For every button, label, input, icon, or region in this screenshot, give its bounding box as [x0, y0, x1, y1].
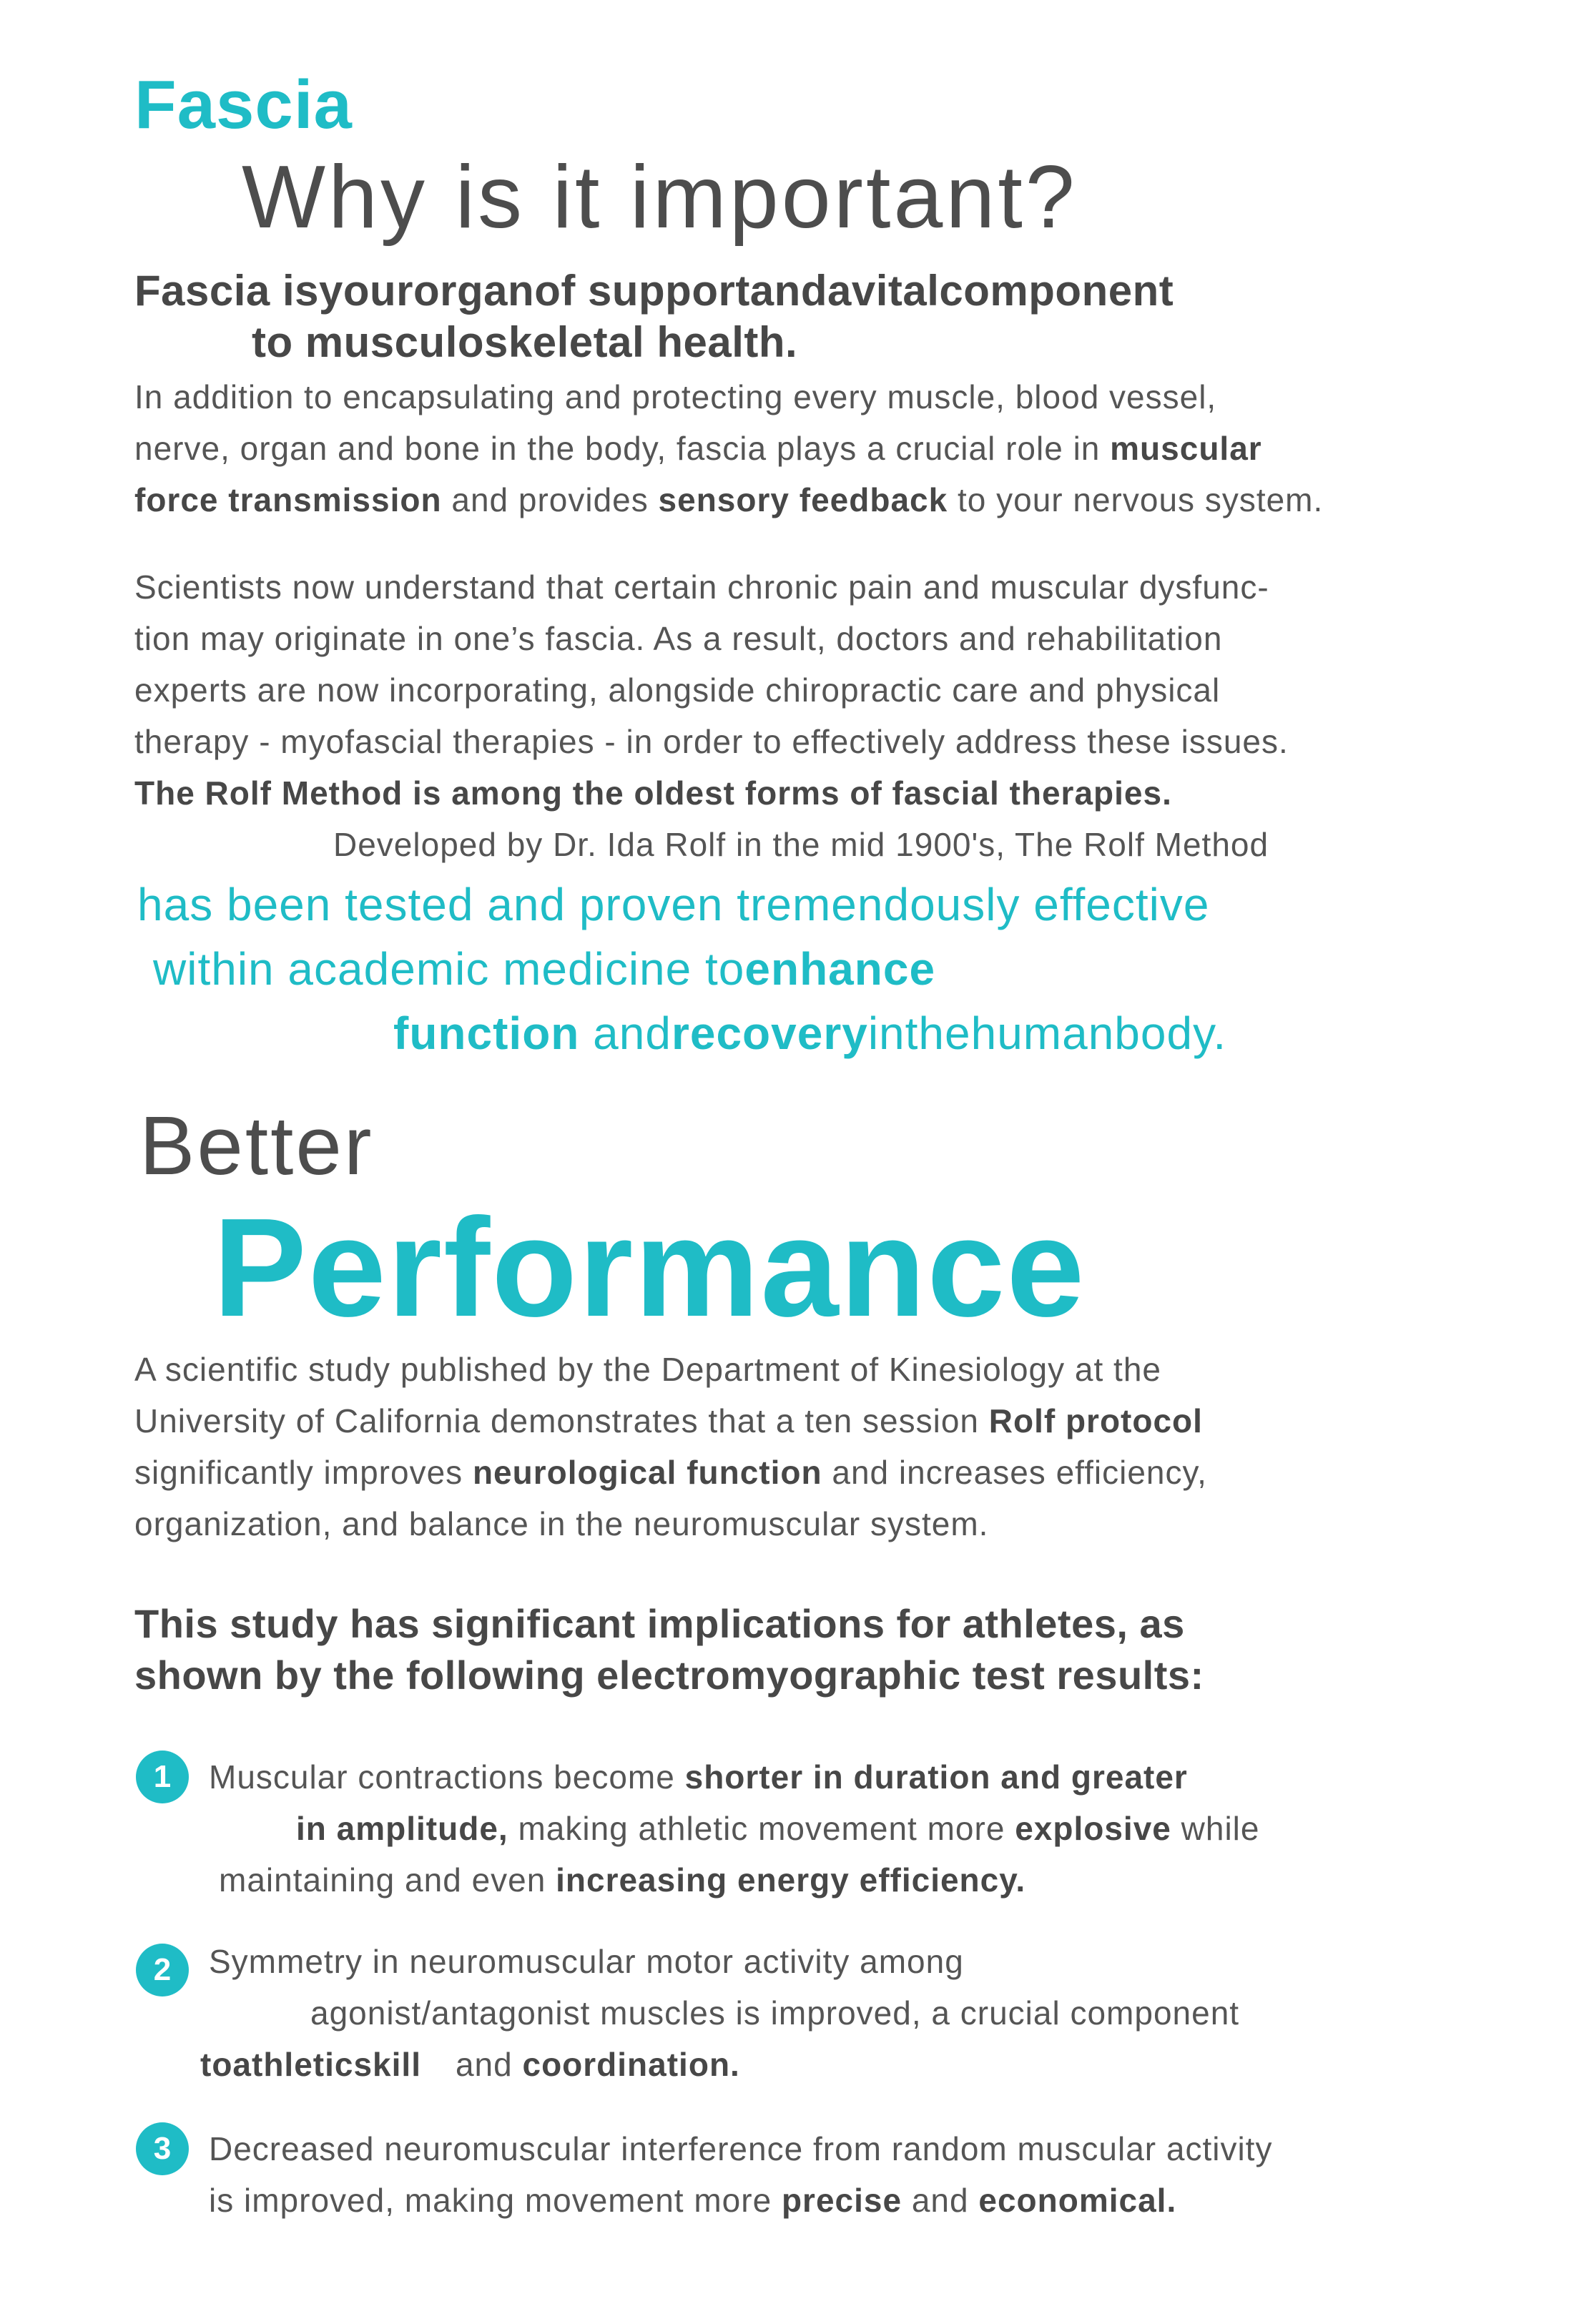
number-badge-3: 3: [136, 2122, 189, 2175]
number-badge-2: 2: [136, 1944, 189, 1996]
para2-line-5: The Rolf Method is among the oldest forms of fascial therapies.: [134, 774, 1172, 812]
result3-line-2: is improved, making movement more precise and economical.: [209, 2182, 1177, 2219]
para3-line-3: significantly improves neurological function and increases efficiency,: [134, 1454, 1207, 1491]
highlight-line-3: function andrecoveryinthehumanbody.: [393, 1008, 1227, 1059]
result1-line-2: in amplitude, making athletic movement more explosive while: [296, 1810, 1260, 1847]
para1-line-2: nerve, organ and bone in the body, fascia plays a crucial role in muscular: [134, 430, 1262, 467]
study-line-1: This study has significant implications for athletes, as: [134, 1601, 1185, 1646]
highlight-line-1: has been tested and proven tremendously effective: [137, 879, 1210, 930]
result1-line-1: Muscular contractions become shorter in duration and greater: [209, 1758, 1188, 1796]
lead-line-1: Fascia isyourorganof supportandavitalcomponent: [134, 267, 1174, 315]
para3-line-4: organization, and balance in the neuromuscular system.: [134, 1505, 989, 1542]
result2-line-2: agonist/antagonist muscles is improved, a crucial component: [310, 1994, 1240, 2032]
section-title-better: Better: [139, 1099, 374, 1192]
page-title: Fascia: [134, 67, 353, 143]
para2-line-2: tion may originate in one’s fascia. As a result, doctors and rehabilitation: [134, 620, 1223, 657]
number-badge-1: 1: [136, 1751, 189, 1803]
para2-line-1: Scientists now understand that certain chronic pain and muscular dysfunc-: [134, 568, 1269, 606]
section-title-performance: Performance: [213, 1189, 1086, 1346]
para3-line-2: University of California demonstrates that a ten session Rolf protocol: [134, 1402, 1203, 1439]
result2-line-1: Symmetry in neuromuscular motor activity among: [209, 1943, 964, 1980]
study-line-2: shown by the following electromyographic test results:: [134, 1653, 1204, 1698]
para2-line-6: Developed by Dr. Ida Rolf in the mid 1900's, The Rolf Method: [333, 826, 1269, 863]
page-subtitle: Why is it important?: [242, 148, 1078, 247]
result3-line-1: Decreased neuromuscular interference from random muscular activity: [209, 2130, 1273, 2167]
para2-line-3: experts are now incorporating, alongside chiropractic care and physical: [134, 671, 1221, 709]
para2-line-4: therapy - myofascial therapies - in order to effectively address these issues.: [134, 723, 1289, 760]
para1-line-3: force transmission and provides sensory feedback to your nervous system.: [134, 481, 1324, 518]
para3-line-1: A scientific study published by the Department of Kinesiology at the: [134, 1351, 1162, 1388]
result2-line-3: toathleticskill and coordination.: [200, 2046, 740, 2083]
highlight-line-2: within academic medicine toenhance: [153, 943, 936, 995]
result1-line-3: maintaining and even increasing energy efficiency.: [219, 1861, 1026, 1899]
lead-line-2: to musculoskeletal health.: [252, 318, 798, 366]
para1-line-1: In addition to encapsulating and protecting every muscle, blood vessel,: [134, 378, 1217, 415]
